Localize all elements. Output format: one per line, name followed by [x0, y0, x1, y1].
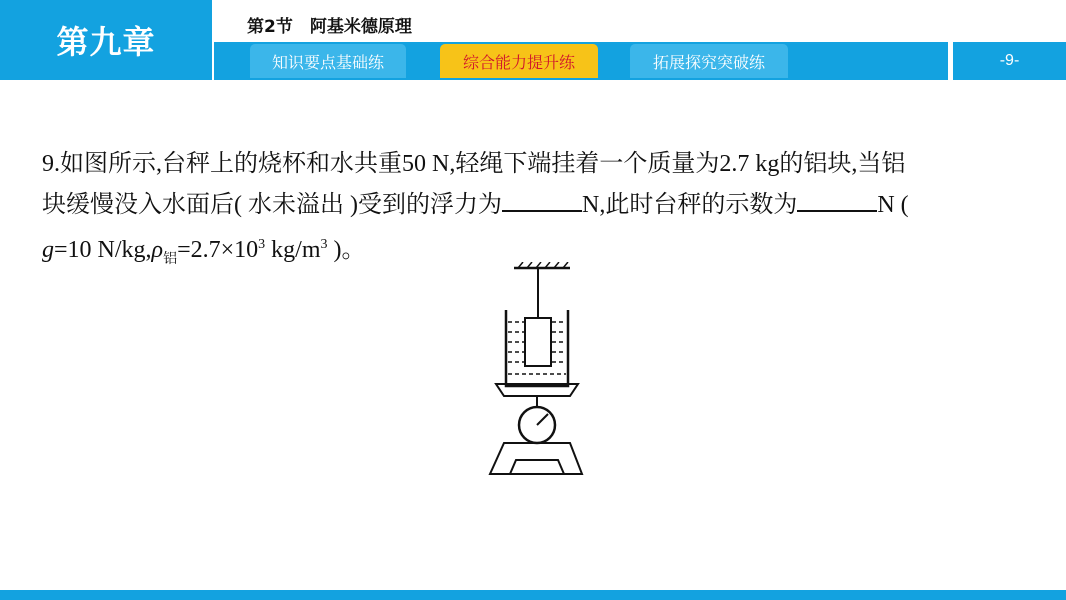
footer-bar — [0, 590, 1066, 600]
aluminum-block — [525, 318, 551, 366]
density-exponent: 3 — [258, 237, 266, 252]
question-line-2-part-b: N,此时台秤的示数为 — [581, 192, 798, 218]
question-line-2 — [42, 184, 1032, 225]
chapter-title: 第九章 — [0, 0, 212, 80]
scale-base-opening — [510, 460, 564, 474]
ceiling-support — [514, 262, 570, 268]
question-line-1: 9.如图所示,台秤上的烧杯和水共重50 N,轻绳下端挂着一个质量为2.7 kg的铝块,当铝 — [42, 151, 906, 177]
density-unit-exponent: 3 — [320, 237, 328, 252]
question-text — [42, 144, 1032, 280]
density-unit: kg/m — [265, 237, 321, 263]
density-subscript: 铝 — [163, 251, 178, 267]
gravity-value: =10 N/kg, — [54, 237, 152, 263]
scale-diagram — [486, 262, 586, 478]
section-title: 第2节 阿基米德原理 — [247, 17, 412, 37]
answer-blank-scale-reading[interactable] — [797, 184, 877, 212]
density-value: =2.7×10 — [177, 237, 259, 263]
tab-extension-practice[interactable]: 拓展探究突破练 — [630, 44, 788, 78]
question-line-3-end: )。 — [327, 237, 366, 263]
scale-base — [490, 443, 582, 474]
page-number: -9- — [953, 42, 1066, 80]
tab-basic-practice[interactable]: 知识要点基础练 — [250, 44, 406, 78]
answer-blank-buoyancy[interactable] — [502, 184, 582, 212]
question-line-2-part-c: N ( — [877, 192, 909, 218]
tab-comprehensive-practice[interactable]: 综合能力提升练 — [440, 44, 598, 78]
question-line-2-part-a: 块缓慢没入水面后( 水未溢出 )受到的浮力为 — [42, 192, 502, 218]
density-symbol: ρ — [151, 237, 164, 263]
gravity-symbol: g — [42, 237, 54, 263]
